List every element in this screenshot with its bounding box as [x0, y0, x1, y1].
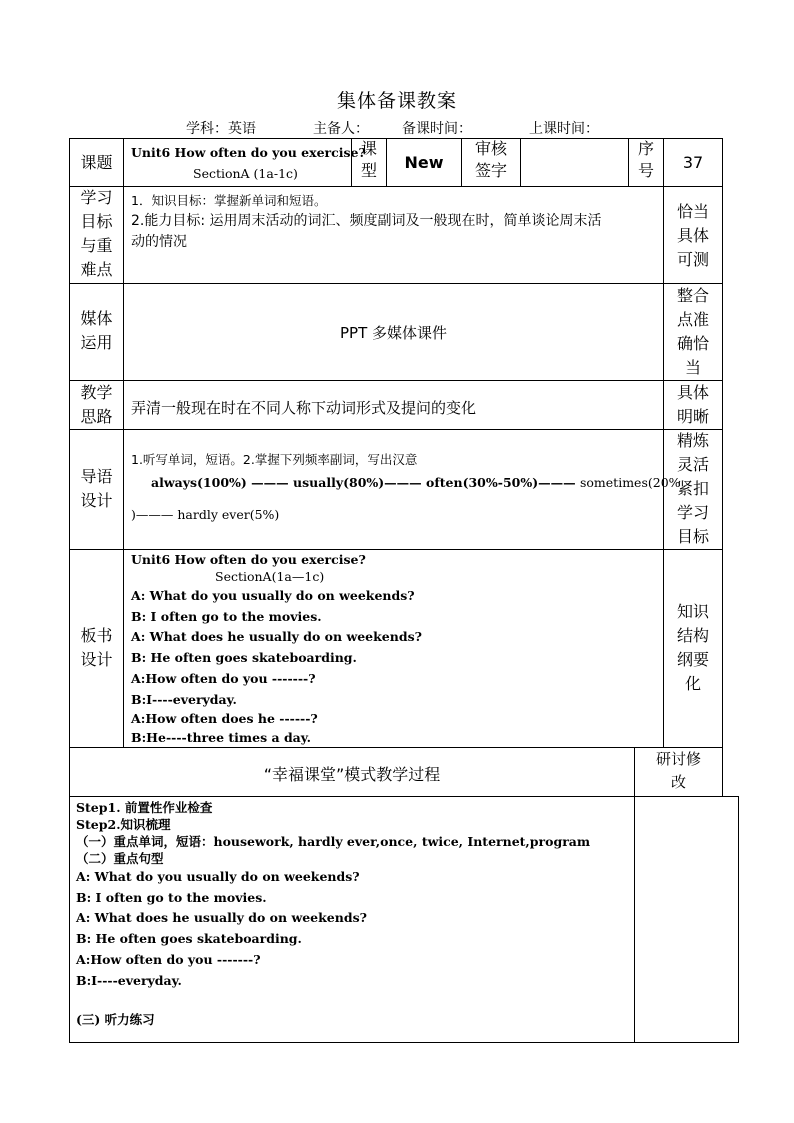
media-label: 媒体 运用	[80, 309, 113, 352]
type-value: New	[404, 153, 444, 172]
review-label: 审核 签字	[474, 139, 507, 180]
subject-field: 学科：英语	[186, 121, 256, 137]
board-line: Unit6 How often do you exercise?	[131, 552, 366, 567]
media-content: PPT 多媒体课件	[339, 324, 448, 342]
process-key-words: （一）重点单词，短语：housework, hardly ever,once, twice, Internet,program	[76, 834, 591, 849]
process-line: B: He often goes skateboarding.	[76, 931, 302, 946]
topic-section: SectionA (1a-1c)	[193, 166, 298, 181]
process-line: A:How often do you -------?	[76, 952, 261, 967]
board-line: A: What do you usually do on weekends?	[131, 588, 415, 603]
topic-title: Unit6 How often do you exercise?	[131, 145, 366, 160]
board-label: 板书 设计	[80, 626, 113, 669]
board-line: B:I----everyday.	[131, 692, 237, 707]
process-listening: (三) 听力练习	[76, 1012, 155, 1027]
process-line: A: What do you usually do on weekends?	[76, 869, 360, 884]
revise-label: 研讨修 改	[655, 750, 701, 791]
board-line: A:How often do you -------?	[131, 671, 316, 686]
board-line: B:He----three times a day.	[131, 730, 311, 745]
approach-note: 具体 明晰	[676, 383, 709, 426]
intro-line2-sometimes: sometimes(20%	[579, 475, 681, 490]
process-line: B:I----everyday.	[76, 973, 182, 988]
process-heading: “幸福课堂”模式教学过程	[263, 765, 441, 784]
approach-label: 教学 思路	[80, 383, 113, 426]
topic-label: 课题	[80, 153, 113, 172]
media-note: 整合 点准 确恰 当	[676, 286, 709, 377]
prep-time-field: 备课时间：	[402, 121, 472, 137]
board-line: B: He often goes skateboarding.	[131, 650, 357, 665]
class-time-field: 上课时间：	[529, 121, 599, 137]
preparer-field: 主备人：	[313, 121, 369, 137]
document-title: 集体备课教案	[336, 90, 457, 112]
intro-line2: always(100%) ——— usually(80%)——— often(30%-50%)———	[151, 475, 580, 490]
goals-note: 恰当 具体 可测	[676, 202, 709, 269]
process-step1: Step1. 前置性作业检查	[76, 800, 213, 815]
approach-content: 弄清一般现在时在不同人称下动词形式及提问的变化	[131, 399, 477, 417]
board-note: 知识 结构 纲要 化	[676, 602, 709, 693]
goals-label: 学习 目标 与重 难点	[80, 188, 113, 279]
seq-value: 37	[682, 153, 704, 172]
board-line: B: I often go to the movies.	[131, 609, 322, 624]
process-key-sentences: （二）重点句型	[76, 851, 164, 866]
intro-note: 精炼 灵活 紧扣 学习 目标	[676, 431, 709, 546]
process-line: B: I often go to the movies.	[76, 890, 267, 905]
intro-line3: )——— hardly ever(5%)	[131, 507, 280, 522]
type-label: 课 型	[360, 139, 377, 180]
goals-knowledge: 1．知识目标：掌握新单词和短语。	[131, 193, 327, 208]
board-line: A:How often does he ------?	[131, 711, 318, 726]
goals-ability-cont: 动的情况	[131, 234, 187, 250]
process-line: A: What does he usually do on weekends?	[76, 910, 367, 925]
board-line: SectionA(1a—1c)	[215, 569, 325, 584]
process-step2: Step2.知识梳理	[76, 817, 171, 832]
seq-label: 序 号	[637, 139, 654, 180]
intro-label: 导语 设计	[80, 467, 113, 510]
goals-ability: 2.能力目标: 运用周末活动的词汇、频度副词及一般现在时，简单谈论周末活	[131, 213, 602, 229]
board-line: A: What does he usually do on weekends?	[131, 629, 422, 644]
intro-line1: 1.听写单词，短语。2.掌握下列频率副词，写出汉意	[131, 452, 418, 467]
